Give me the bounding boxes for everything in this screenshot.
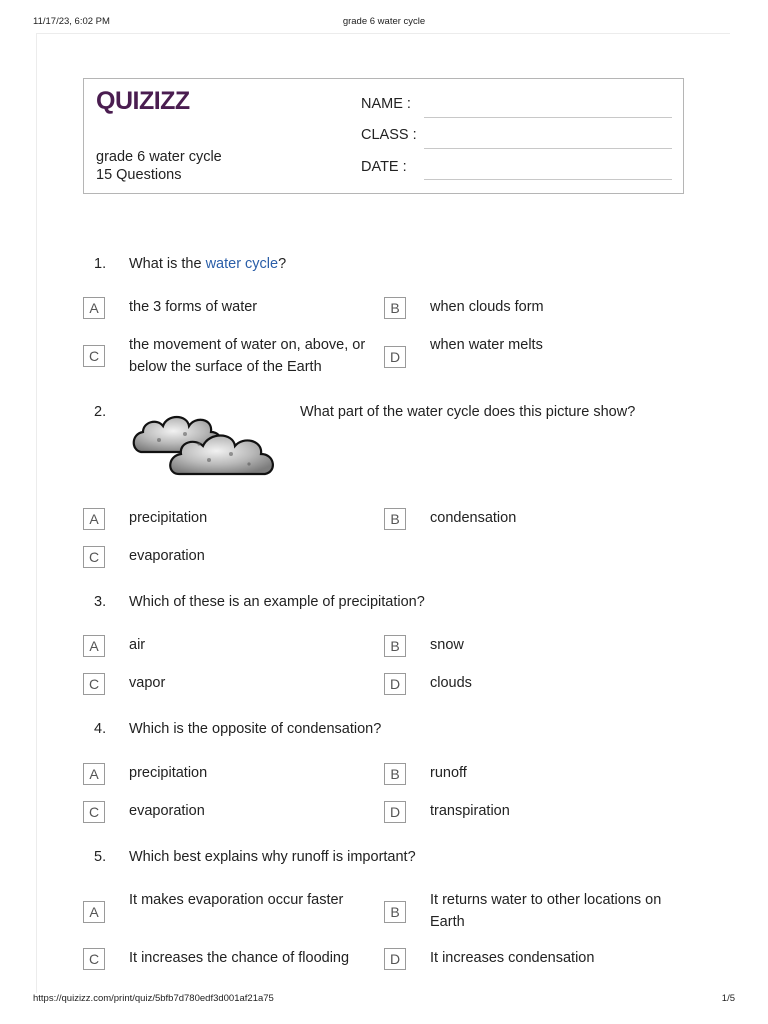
option-text: It increases the chance of flooding [129,950,350,966]
question-text: What part of the water cycle does this picture show? [300,404,636,420]
question-text-part: What is the [129,256,206,272]
option-text: runoff [430,765,467,781]
option-letter-a[interactable]: A [83,508,105,530]
option-letter-c[interactable]: C [83,546,105,568]
question-number: 1. [94,256,107,272]
question-number: 4. [94,721,107,737]
clouds-image [129,404,285,484]
option-letter-b[interactable]: B [384,763,406,785]
question-text: Which best explains why runoff is important? [129,849,416,865]
print-doc-title: grade 6 water cycle [342,16,426,27]
name-field[interactable] [424,117,672,118]
option-text: transpiration [430,803,510,819]
option-text: It returns water to other locations on Earth [430,892,662,930]
option-text: clouds [430,675,472,691]
question-count: 15 Questions [96,167,182,183]
option-letter-c[interactable]: C [83,673,105,695]
option-letter-c[interactable]: C [83,345,105,367]
option-letter-a[interactable]: A [83,901,105,923]
option-letter-d[interactable]: D [384,801,406,823]
class-field[interactable] [424,148,672,149]
question-text: Which of these is an example of precipitation? [129,594,425,610]
quiz-info-box [83,78,684,194]
option-letter-a[interactable]: A [83,763,105,785]
page-number: 1/5 [721,993,735,1004]
name-label: NAME : [361,96,411,112]
option-letter-b[interactable]: B [384,508,406,530]
option-letter-b[interactable]: B [384,297,406,319]
option-text: snow [430,637,464,653]
highlighted-term: water cycle [205,256,279,272]
print-footer [33,993,735,1007]
option-text: It increases condensation [430,950,595,966]
date-label: DATE : [361,159,407,175]
question-number: 2. [94,404,107,420]
option-letter-a[interactable]: A [83,297,105,319]
option-letter-d[interactable]: D [384,673,406,695]
question-text [129,256,286,272]
page-edge [36,33,730,34]
option-letter-d[interactable]: D [384,346,406,368]
date-field[interactable] [424,179,672,180]
option-letter-b[interactable]: B [384,901,406,923]
page-edge [36,33,37,993]
option-letter-c[interactable]: C [83,801,105,823]
option-text: condensation [430,510,517,526]
question-number: 3. [94,594,107,610]
print-header [33,16,735,30]
option-letter-a[interactable]: A [83,635,105,657]
question-number: 5. [94,849,107,865]
option-text: when clouds form [430,299,544,315]
class-label: CLASS : [361,127,417,143]
print-url: https://quizizz.com/print/quiz/5bfb7d780edf3d001af21a75 [33,993,274,1004]
print-timestamp: 11/17/23, 6:02 PM [33,16,110,27]
option-text: air [129,637,146,653]
option-text: the 3 forms of water [129,299,258,315]
quiz-title: grade 6 water cycle [96,149,222,165]
quizizz-logo: QUIZIZZ [96,87,190,115]
option-text: precipitation [129,510,208,526]
option-text: vapor [129,675,166,691]
option-letter-d[interactable]: D [384,948,406,970]
option-text: when water melts [430,337,543,353]
option-text: precipitation [129,765,208,781]
option-text: It makes evaporation occur faster [129,892,344,908]
option-letter-c[interactable]: C [83,948,105,970]
option-text: evaporation [129,803,205,819]
option-letter-b[interactable]: B [384,635,406,657]
option-text: evaporation [129,548,205,564]
option-text: the movement of water on, above, or below the surface of the Earth [129,337,366,375]
question-text: Which is the opposite of condensation? [129,721,382,737]
question-text-part: ? [278,256,287,272]
